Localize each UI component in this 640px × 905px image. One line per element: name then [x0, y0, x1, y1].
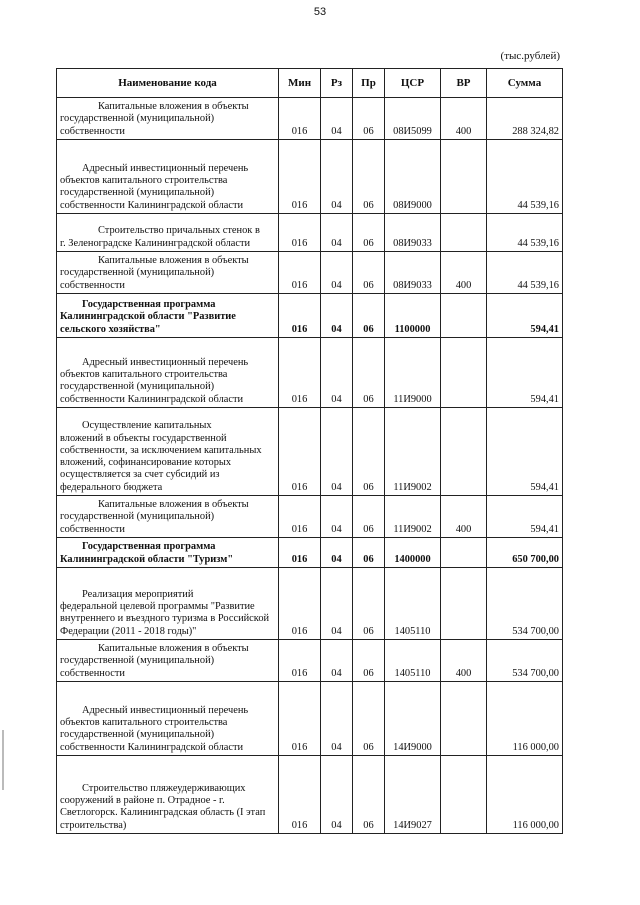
table-row: [57, 294, 563, 338]
cell-name-first-line: Адресный инвестиционный перечень: [82, 162, 249, 174]
cell-name: [57, 98, 279, 140]
table-row: [57, 408, 563, 496]
cell-name-rest: Калининградской области "Туризм": [60, 553, 234, 565]
cell-name-first-line: Строительство причальных стенок в: [98, 225, 260, 237]
cell-rz: 04: [321, 252, 353, 294]
cell-name-first-line: Строительство пляжеудерживающих: [82, 782, 246, 794]
cell-pr: 06: [353, 568, 385, 640]
cell-name: [57, 538, 279, 568]
header-name: Наименование кода: [57, 69, 279, 98]
cell-sum: 594,41: [487, 496, 563, 538]
cell-name: [57, 140, 279, 214]
cell-name-rest: Калининградской области "Развитие сельского хозяйства": [60, 311, 236, 335]
cell-rz: 04: [321, 294, 353, 338]
header-sum: Сумма: [487, 69, 563, 98]
cell-rz: 04: [321, 496, 353, 538]
table-row: [57, 756, 563, 834]
cell-name: [57, 338, 279, 408]
cell-pr: 06: [353, 682, 385, 756]
cell-name-rest: сооружений в районе п. Отрадное - г. Светлогорск. Калининградская область (I этап строительства): [60, 795, 266, 831]
cell-csr: 11И9002: [385, 496, 441, 538]
cell-name-rest: г. Зеленоградске Калининградской области: [60, 237, 251, 249]
cell-name: [57, 682, 279, 756]
cell-min: 016: [279, 408, 321, 496]
cell-pr: 06: [353, 98, 385, 140]
cell-sum: 594,41: [487, 408, 563, 496]
table-row: [57, 640, 563, 682]
cell-min: 016: [279, 538, 321, 568]
cell-min: 016: [279, 214, 321, 252]
cell-vr: [441, 338, 487, 408]
cell-sum: 44 539,16: [487, 214, 563, 252]
cell-name: [57, 408, 279, 496]
cell-name-rest: объектов капитального строительства государственной (муниципальной) собственности Калининградской области: [60, 175, 244, 211]
cell-name-first-line: Адресный инвестиционный перечень: [82, 356, 249, 368]
cell-sum: 44 539,16: [487, 252, 563, 294]
table-row: [57, 140, 563, 214]
cell-name-rest: государственной (муниципальной) собственности: [60, 113, 215, 137]
cell-min: 016: [279, 756, 321, 834]
cell-sum: 44 539,16: [487, 140, 563, 214]
cell-rz: 04: [321, 140, 353, 214]
cell-csr: 08И9000: [385, 140, 441, 214]
cell-name-first-line: Капитальные вложения в объекты: [98, 643, 249, 655]
table-row: [57, 496, 563, 538]
cell-sum: 534 700,00: [487, 568, 563, 640]
header-vr: ВР: [441, 69, 487, 98]
cell-name: [57, 756, 279, 834]
cell-min: 016: [279, 682, 321, 756]
cell-vr: [441, 140, 487, 214]
table-row: [57, 214, 563, 252]
cell-name-first-line: Государственная программа: [82, 541, 216, 553]
cell-sum: 594,41: [487, 338, 563, 408]
cell-csr: 08И5099: [385, 98, 441, 140]
scan-edge-mark: [2, 730, 4, 790]
page-number: 53: [313, 6, 327, 18]
cell-name: [57, 568, 279, 640]
cell-name: [57, 252, 279, 294]
cell-name-first-line: Осуществление капитальных: [82, 420, 212, 432]
cell-vr: [441, 756, 487, 834]
cell-rz: 04: [321, 98, 353, 140]
cell-name: [57, 640, 279, 682]
cell-min: 016: [279, 496, 321, 538]
cell-sum: 534 700,00: [487, 640, 563, 682]
table-row: [57, 568, 563, 640]
cell-rz: 04: [321, 408, 353, 496]
header-rz: Рз: [321, 69, 353, 98]
cell-name-first-line: Капитальные вложения в объекты: [98, 255, 249, 267]
cell-name-first-line: Адресный инвестиционный перечень: [82, 704, 249, 716]
cell-csr: 08И9033: [385, 214, 441, 252]
cell-vr: 400: [441, 640, 487, 682]
cell-rz: 04: [321, 538, 353, 568]
cell-rz: 04: [321, 338, 353, 408]
cell-csr: 08И9033: [385, 252, 441, 294]
cell-name-rest: объектов капитального строительства государственной (муниципальной) собственности Калининградской области: [60, 717, 244, 753]
cell-csr: 1405110: [385, 568, 441, 640]
cell-name-rest: государственной (муниципальной) собственности: [60, 655, 215, 679]
table-row: [57, 338, 563, 408]
cell-pr: 06: [353, 214, 385, 252]
cell-name-rest: государственной (муниципальной) собственности: [60, 267, 215, 291]
cell-pr: 06: [353, 756, 385, 834]
cell-rz: 04: [321, 640, 353, 682]
cell-pr: 06: [353, 538, 385, 568]
cell-min: 016: [279, 568, 321, 640]
cell-pr: 06: [353, 294, 385, 338]
table-row: [57, 98, 563, 140]
table-header-row: [57, 69, 563, 98]
cell-vr: [441, 408, 487, 496]
cell-min: 016: [279, 140, 321, 214]
cell-min: 016: [279, 640, 321, 682]
cell-vr: 400: [441, 98, 487, 140]
cell-csr: 1100000: [385, 294, 441, 338]
cell-name-rest: вложений в объекты государственной собственности, за исключением капитальных вложений, софинансирование которых осуществляется за счет субсидий из федерального бюджета: [60, 432, 262, 493]
cell-vr: [441, 294, 487, 338]
cell-pr: 06: [353, 140, 385, 214]
cell-min: 016: [279, 338, 321, 408]
header-pr: Пр: [353, 69, 385, 98]
table-row: [57, 538, 563, 568]
cell-vr: 400: [441, 496, 487, 538]
cell-vr: 400: [441, 252, 487, 294]
cell-sum: 116 000,00: [487, 756, 563, 834]
cell-sum: 650 700,00: [487, 538, 563, 568]
cell-name-first-line: Капитальные вложения в объекты: [98, 499, 249, 511]
cell-rz: 04: [321, 214, 353, 252]
cell-name: [57, 294, 279, 338]
table-row: [57, 682, 563, 756]
cell-pr: 06: [353, 338, 385, 408]
cell-pr: 06: [353, 252, 385, 294]
cell-csr: 11И9000: [385, 338, 441, 408]
header-min: Мин: [279, 69, 321, 98]
units-note: (тыс.рублей): [500, 50, 560, 62]
cell-name-rest: федеральной целевой программы "Развитие внутреннего и въездного туризма в Российской Федерации (2011 - 2018 годы)": [60, 601, 270, 637]
cell-sum: 116 000,00: [487, 682, 563, 756]
cell-name: [57, 496, 279, 538]
cell-vr: [441, 568, 487, 640]
cell-name-rest: государственной (муниципальной) собственности: [60, 511, 215, 535]
cell-pr: 06: [353, 640, 385, 682]
cell-name-rest: объектов капитального строительства государственной (муниципальной) собственности Калининградской области: [60, 369, 244, 405]
cell-csr: 14И9027: [385, 756, 441, 834]
cell-rz: 04: [321, 568, 353, 640]
budget-table: [56, 68, 563, 834]
cell-csr: 1400000: [385, 538, 441, 568]
cell-csr: 11И9002: [385, 408, 441, 496]
cell-vr: [441, 682, 487, 756]
cell-min: 016: [279, 294, 321, 338]
cell-name-first-line: Государственная программа: [82, 299, 216, 311]
table-body: [57, 98, 563, 834]
cell-pr: 06: [353, 408, 385, 496]
cell-min: 016: [279, 98, 321, 140]
cell-name: [57, 214, 279, 252]
cell-min: 016: [279, 252, 321, 294]
cell-csr: 14И9000: [385, 682, 441, 756]
cell-pr: 06: [353, 496, 385, 538]
cell-csr: 1405110: [385, 640, 441, 682]
cell-vr: [441, 214, 487, 252]
table-row: [57, 252, 563, 294]
cell-rz: 04: [321, 756, 353, 834]
cell-vr: [441, 538, 487, 568]
cell-name-first-line: Капитальные вложения в объекты: [98, 101, 249, 113]
cell-sum: 594,41: [487, 294, 563, 338]
cell-name-first-line: Реализация мероприятий: [82, 588, 194, 600]
cell-rz: 04: [321, 682, 353, 756]
cell-sum: 288 324,82: [487, 98, 563, 140]
header-csr: ЦСР: [385, 69, 441, 98]
